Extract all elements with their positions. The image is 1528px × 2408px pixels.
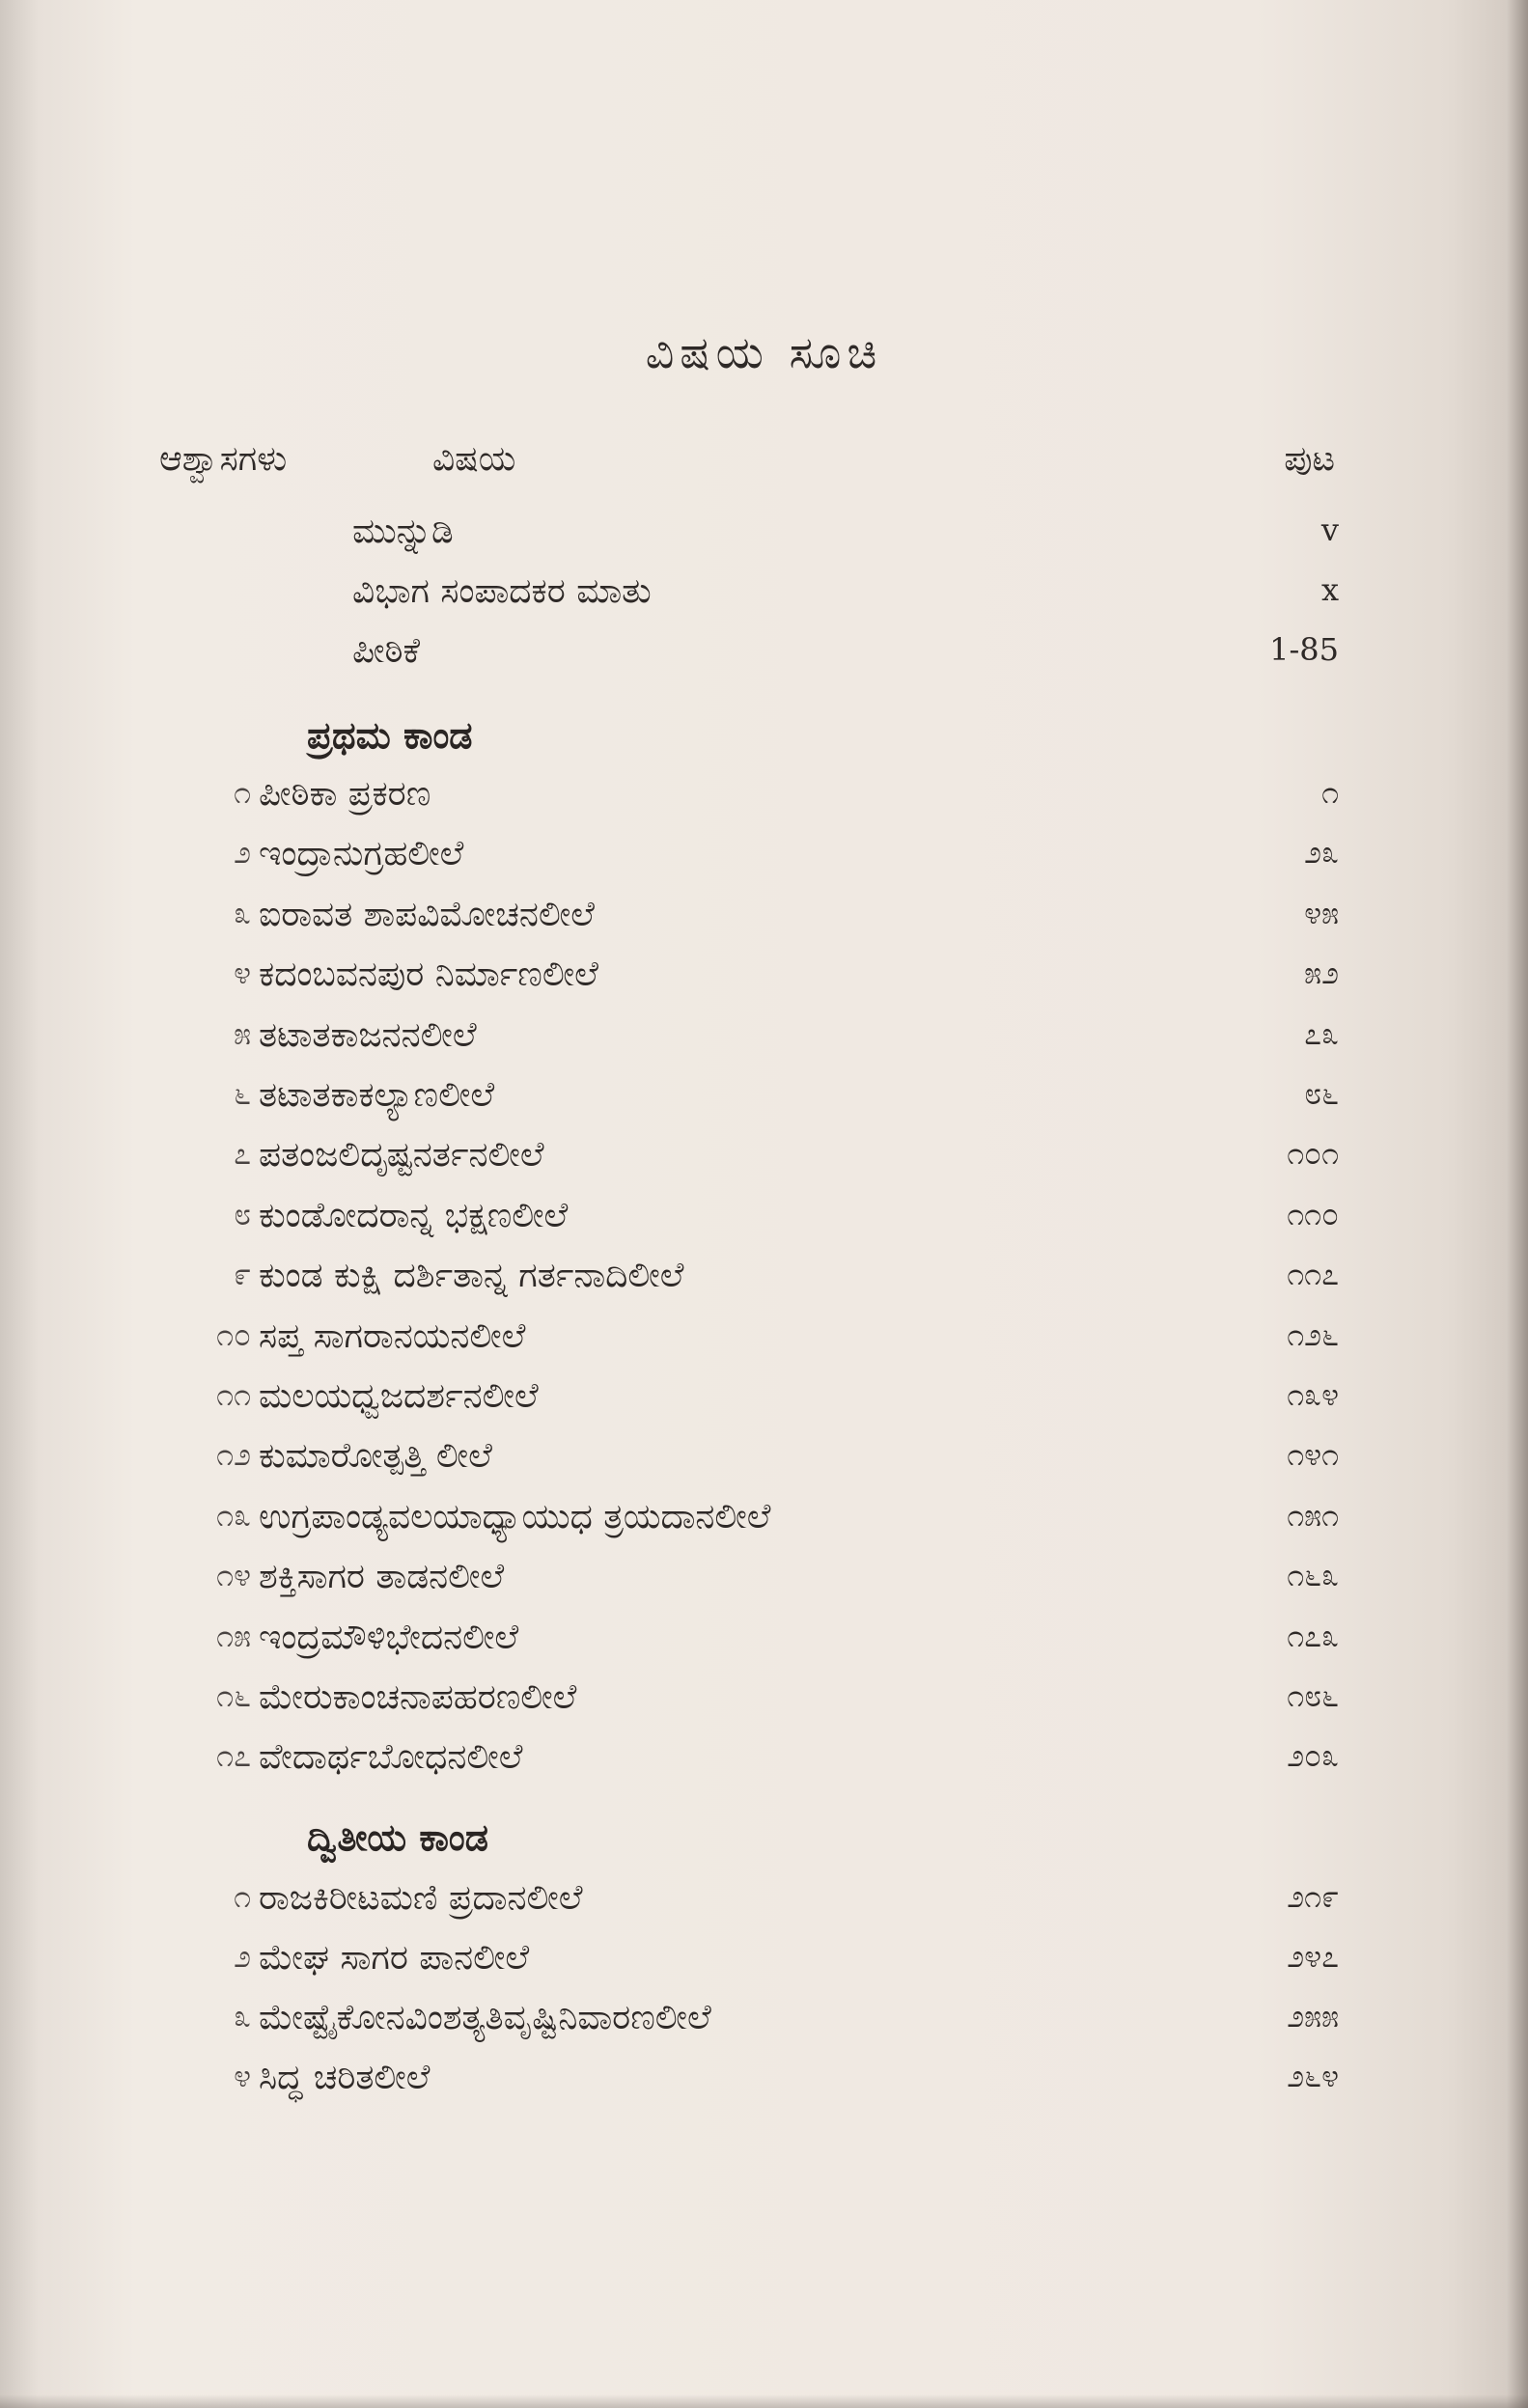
toc-row bbox=[0, 1497, 1528, 1553]
page-number: ೨೫೫ bbox=[1287, 1998, 1339, 2034]
page-number: ೭೩ bbox=[1304, 1014, 1339, 1052]
page-number: ೧ bbox=[1321, 774, 1339, 811]
toc-row bbox=[0, 1436, 1528, 1492]
page-number: ೮೬ bbox=[1304, 1075, 1339, 1112]
chapter-title: ಪೀಠಿಕೆ bbox=[352, 631, 421, 671]
page-number: ೧೦೧ bbox=[1287, 1135, 1339, 1173]
chapter-title: ವಿಭಾಗ ಸಂಪಾದಕರ ಮಾತು bbox=[352, 571, 652, 611]
chapter-number: ೪ bbox=[234, 2058, 251, 2094]
chapter-title: ಪೀಠಿಕಾ ಪ್ರಕರಣ bbox=[259, 774, 431, 814]
chapter-title: ಮೇಷ್ಟೈಕೋನವಿಂಶತ್ಯತಿವೃಷ್ಟಿನಿವಾರಣಲೀಲೆ bbox=[259, 1998, 711, 2037]
toc-row bbox=[0, 1256, 1528, 1312]
chapter-title: ರಾಜಕಿರೀಟಮಣಿ ಪ್ರದಾನಲೀಲೆ bbox=[259, 1878, 583, 1918]
header-topic: ವಿಷಯ bbox=[432, 439, 516, 479]
page-number: ೧೮೬ bbox=[1287, 1677, 1339, 1714]
chapter-number: ೧ bbox=[234, 1878, 251, 1915]
page-number: ೨೬೪ bbox=[1287, 2058, 1339, 2094]
chapter-title: ವೇದಾರ್ಥಬೋಧನಲೀಲೆ bbox=[259, 1737, 523, 1778]
chapter-number: ೫ bbox=[234, 1014, 251, 1052]
toc-row bbox=[0, 2058, 1528, 2114]
chapter-number: ೯ bbox=[234, 1256, 251, 1293]
toc-row bbox=[0, 774, 1528, 830]
page-number: ೪೫ bbox=[1304, 894, 1339, 931]
page-number: ೨೧೯ bbox=[1287, 1878, 1339, 1915]
chapter-title: ಮೇರುಕಾಂಚನಾಪಹರಣಲೀಲೆ bbox=[259, 1677, 577, 1717]
chapter-title: ತಟಾತಕಾಕಲ್ಯಾಣಲೀಲೆ bbox=[259, 1075, 495, 1115]
page-number: ೧೫೧ bbox=[1287, 1496, 1339, 1534]
chapter-number: ೧೬ bbox=[216, 1677, 251, 1714]
chapter-title: ಕುಂಡ ಕುಕ್ಷಿ ದರ್ಶಿತಾನ್ನ ಗರ್ತನಾದಿಲೀಲೆ bbox=[259, 1256, 684, 1296]
chapter-title: ಮುನ್ನುಡಿ bbox=[352, 512, 454, 551]
chapter-number: ೮ bbox=[234, 1195, 251, 1232]
chapter-number: ೧೩ bbox=[216, 1496, 251, 1534]
chapter-title: ಮೇಘ ಸಾಗರ ಪಾನಲೀಲೆ bbox=[259, 1938, 530, 1978]
page-number: 1-85 bbox=[1269, 631, 1339, 668]
chapter-title: ಇಂದ್ರಾನುಗ್ರಹಲೀಲೆ bbox=[259, 834, 464, 874]
chapter-title: ಕುಂಡೋದರಾನ್ನ ಭಕ್ಷಣಲೀಲೆ bbox=[259, 1195, 569, 1235]
chapter-number: ೧೦ bbox=[216, 1315, 251, 1353]
kanda-heading: ದ್ವಿತೀಯ ಕಾಂಡ bbox=[307, 1816, 488, 1859]
chapter-number: ೩ bbox=[234, 1998, 251, 2034]
toc-row bbox=[0, 1618, 1528, 1674]
page-title: ವಿಷಯ ಸೂಚಿ bbox=[645, 326, 883, 378]
toc-row bbox=[0, 1737, 1528, 1793]
toc-row bbox=[0, 1316, 1528, 1372]
chapter-number: ೭ bbox=[234, 1135, 251, 1173]
toc-row bbox=[0, 1938, 1528, 1994]
chapter-number: ೧೪ bbox=[216, 1557, 251, 1594]
toc-row bbox=[0, 1557, 1528, 1613]
page-number: ೧೭೩ bbox=[1287, 1617, 1339, 1654]
toc-row bbox=[0, 895, 1528, 951]
chapter-title: ತಟಾತಕಾಜನನಲೀಲೆ bbox=[259, 1014, 477, 1055]
page-number: ೨೦೩ bbox=[1287, 1737, 1339, 1775]
toc-row bbox=[0, 1015, 1528, 1071]
toc-row bbox=[0, 834, 1528, 890]
chapter-number: ೧ bbox=[234, 774, 251, 811]
page-number: ೧೬೩ bbox=[1287, 1557, 1339, 1594]
page-number: ೨೩ bbox=[1304, 834, 1339, 872]
chapter-title: ಮಲಯಧ್ವಜದರ್ಶನಲೀಲೆ bbox=[259, 1376, 539, 1416]
chapter-number: ೨ bbox=[234, 1938, 251, 1975]
chapter-number: ೬ bbox=[234, 1075, 251, 1112]
toc-row bbox=[0, 1677, 1528, 1733]
page-number: x bbox=[1320, 571, 1339, 608]
page-number: ೫೨ bbox=[1304, 955, 1339, 992]
front-matter-row bbox=[0, 512, 1528, 567]
chapter-title: ಐರಾವತ ಶಾಪವಿಮೋಚನಲೀಲೆ bbox=[259, 894, 595, 934]
page-number: ೧೧೦ bbox=[1287, 1195, 1339, 1232]
toc-row bbox=[0, 1998, 1528, 2054]
toc-row bbox=[0, 955, 1528, 1010]
page-number: ೧೪೧ bbox=[1287, 1436, 1339, 1474]
chapter-number: ೪ bbox=[234, 955, 251, 992]
page-number: v bbox=[1320, 512, 1339, 548]
toc-row bbox=[0, 1376, 1528, 1432]
chapter-title: ಪತಂಜಲಿದೃಷ್ಟನರ್ತನಲೀಲೆ bbox=[259, 1135, 544, 1176]
chapter-title: ಕುಮಾರೋತ್ಪತ್ತಿ ಲೀಲೆ bbox=[259, 1436, 492, 1477]
chapter-title: ಶಕ್ತಿಸಾಗರ ತಾಡನಲೀಲೆ bbox=[259, 1557, 505, 1597]
page-number: ೧೩೪ bbox=[1287, 1376, 1339, 1413]
page-number: ೨೪೭ bbox=[1287, 1938, 1339, 1975]
kanda-heading: ಪ್ರಥಮ ಕಾಂಡ bbox=[307, 714, 473, 757]
chapter-number: ೧೧ bbox=[216, 1376, 251, 1413]
header-page: ಪುಟ bbox=[1284, 439, 1335, 479]
front-matter-row bbox=[0, 571, 1528, 627]
toc-row bbox=[0, 1878, 1528, 1934]
chapter-title: ಉಗ್ರಪಾಂಡ್ಯವಲಯಾಧ್ಯಾಯುಧ ತ್ರಯದಾನಲೀಲೆ bbox=[259, 1496, 771, 1536]
toc-row bbox=[0, 1075, 1528, 1131]
chapter-title: ಕದಂಬವನಪುರ ನಿರ್ಮಾಣಲೀಲೆ bbox=[259, 955, 598, 995]
header-chapters: ಆಶ್ವಾಸಗಳು bbox=[159, 439, 288, 479]
front-matter-row bbox=[0, 631, 1528, 687]
chapter-number: ೨ bbox=[234, 834, 251, 872]
toc-row bbox=[0, 1196, 1528, 1252]
chapter-number: ೩ bbox=[234, 894, 251, 931]
chapter-number: ೧೨ bbox=[216, 1436, 251, 1474]
chapter-title: ಸಪ್ತ ಸಾಗರಾನಯನಲೀಲೆ bbox=[259, 1315, 526, 1356]
chapter-number: ೧೭ bbox=[216, 1737, 251, 1775]
chapter-title: ಸಿದ್ಧ ಚರಿತಲೀಲೆ bbox=[259, 2058, 431, 2097]
chapter-title: ಇಂದ್ರಮೌಳಿಭೇದನಲೀಲೆ bbox=[259, 1617, 519, 1657]
page-number: ೧೨೬ bbox=[1287, 1315, 1339, 1353]
page-number: ೧೧೭ bbox=[1287, 1256, 1339, 1293]
toc-row bbox=[0, 1135, 1528, 1191]
chapter-number: ೧೫ bbox=[216, 1617, 251, 1654]
